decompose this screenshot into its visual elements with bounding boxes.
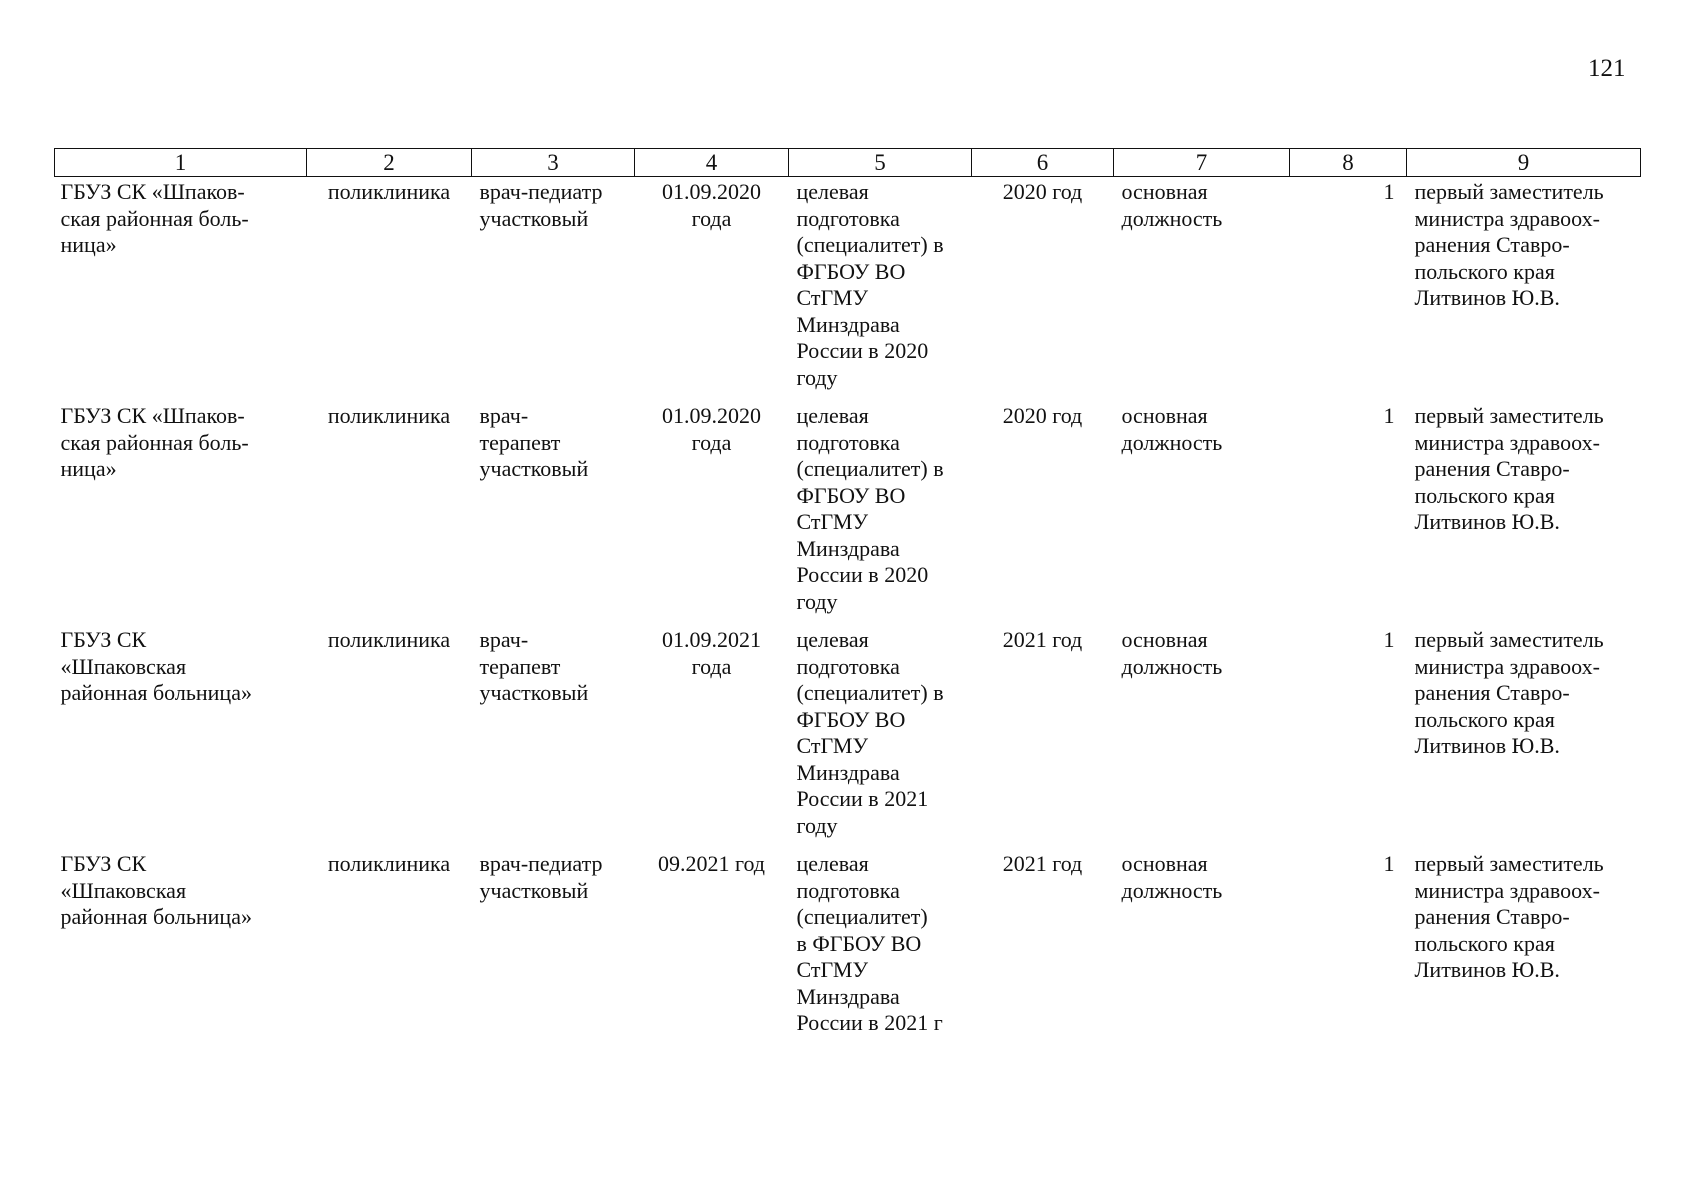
staffing-table — [54, 148, 1641, 1077]
employment-type-cell: основная должность — [1121, 403, 1223, 455]
responsible-cell: первый заместитель министра здравоох- ранения Ставро- польского края Литвинов Ю.В. — [1414, 179, 1604, 310]
table-row — [55, 177, 1641, 402]
position-cell: врач-педиатр участковый — [479, 179, 603, 231]
start-date-cell: 09.2021 год — [657, 851, 766, 876]
position-cell: врач- терапевт участковый — [479, 403, 589, 481]
column-number: 5 — [789, 149, 972, 177]
count-cell: 1 — [1383, 179, 1395, 204]
column-number: 1 — [55, 149, 307, 177]
responsible-cell: первый заместитель министра здравоох- ранения Ставро- польского края Литвинов Ю.В. — [1414, 403, 1604, 534]
table-row — [55, 625, 1641, 849]
year-cell: 2020 год — [1002, 403, 1083, 428]
institution-cell: ГБУЗ СК «Шпаков- ская районная боль- ница» — [60, 179, 249, 257]
training-cell: целевая подготовка (специалитет) в ФГБОУ ВО СтГМУ Минздрава России в 2021 г — [796, 851, 943, 1035]
responsible-cell: первый заместитель министра здравоох- ранения Ставро- польского края Литвинов Ю.В. — [1414, 851, 1604, 982]
count-cell: 1 — [1383, 851, 1395, 876]
column-number: 7 — [1114, 149, 1290, 177]
start-date-cell: 01.09.2021 года — [662, 627, 761, 679]
year-cell: 2020 год — [1002, 179, 1083, 204]
start-date-cell: 01.09.2020 года — [662, 403, 761, 455]
responsible-cell: первый заместитель министра здравоох- ранения Ставро- польского края Литвинов Ю.В. — [1414, 627, 1604, 758]
count-cell: 1 — [1383, 627, 1395, 652]
department-cell: поликлиника — [327, 627, 451, 652]
training-cell: целевая подготовка (специалитет) в ФГБОУ ВО СтГМУ Минздрава России в 2020 году — [796, 179, 944, 390]
start-date-cell: 01.09.2020 года — [662, 179, 761, 231]
position-cell: врач- терапевт участковый — [479, 627, 589, 705]
institution-cell: ГБУЗ СК «Шпаков- ская районная боль- ница» — [60, 403, 249, 481]
table-row — [55, 849, 1641, 1077]
position-cell: врач-педиатр участковый — [479, 851, 603, 903]
column-number: 4 — [635, 149, 789, 177]
employment-type-cell: основная должность — [1121, 627, 1223, 679]
year-cell: 2021 год — [1002, 627, 1083, 652]
column-number: 9 — [1407, 149, 1641, 177]
training-cell: целевая подготовка (специалитет) в ФГБОУ ВО СтГМУ Минздрава России в 2020 году — [796, 403, 944, 614]
column-number: 6 — [972, 149, 1114, 177]
department-cell: поликлиника — [327, 851, 451, 876]
table-row — [55, 401, 1641, 625]
department-cell: поликлиника — [327, 403, 451, 428]
training-cell: целевая подготовка (специалитет) в ФГБОУ ВО СтГМУ Минздрава России в 2021 году — [796, 627, 944, 838]
page-number: 121 — [1588, 55, 1626, 82]
institution-cell: ГБУЗ СК «Шпаковская районная больница» — [60, 851, 252, 929]
year-cell: 2021 год — [1002, 851, 1083, 876]
department-cell: поликлиника — [327, 179, 451, 204]
employment-type-cell: основная должность — [1121, 851, 1223, 903]
column-number: 3 — [472, 149, 635, 177]
column-number: 2 — [307, 149, 472, 177]
column-number: 8 — [1290, 149, 1407, 177]
institution-cell: ГБУЗ СК «Шпаковская районная больница» — [60, 627, 252, 705]
count-cell: 1 — [1383, 403, 1395, 428]
employment-type-cell: основная должность — [1121, 179, 1223, 231]
column-number-header-row — [55, 149, 1641, 177]
